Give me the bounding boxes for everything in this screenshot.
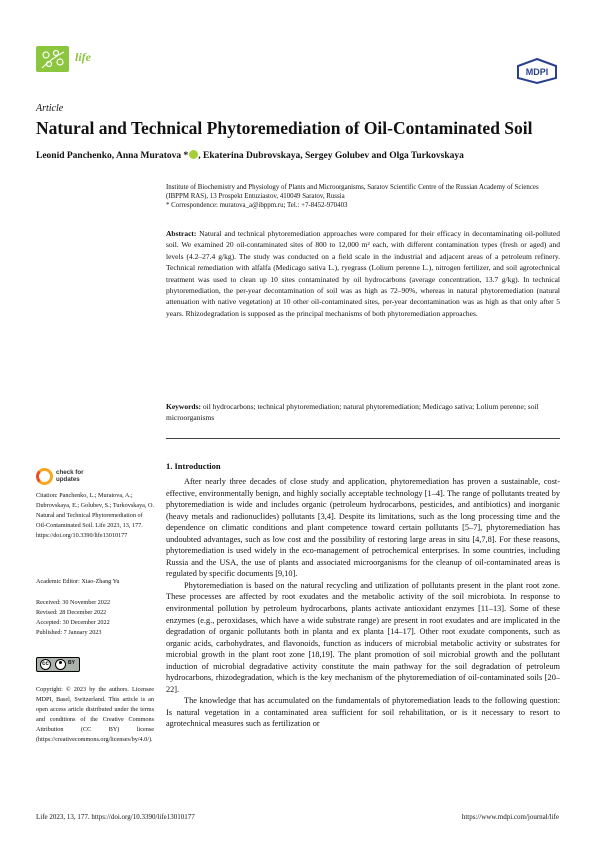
journal-name: life: [75, 50, 91, 64]
footer-citation: Life 2023, 13, 177. https://doi.org/10.3390/life13010177: [36, 813, 195, 821]
introduction-body: [166, 476, 560, 730]
divider: [166, 438, 560, 439]
keywords-label: Keywords:: [166, 402, 201, 411]
article-title: Natural and Technical Phytoremediation of Oil-Contaminated Soil: [36, 118, 533, 138]
copyright: Copyright: © 2023 by the authors. Licensee MDPI, Basel, Switzerland. This article is an open access article distributed under the terms and conditions of the Creative Commons Attribution (CC BY) license (https://creativecommons.org/licenses/by/4.0/).: [36, 686, 154, 743]
correspondence: * Correspondence: muratova_a@ibppm.ru; Tel.: +7-8452-970403: [166, 202, 348, 210]
person-icon: [55, 659, 66, 670]
keywords-text: oil hydrocarbons; technical phytoremediation; natural phytoremediation; Medicago sativa; Lolium perenne; soil microorganisms: [166, 402, 539, 423]
journal-logo: [36, 46, 104, 72]
abstract: [166, 228, 560, 319]
paragraph: The knowledge that has accumulated on the fundamentals of phytoremediation leads to the following question: Is natural vegetation in a contaminated area sufficient for soil rehabilitation, or is it necessary to resort to agrotechnical measures such as fertilization or: [166, 696, 560, 729]
published-date: Published: 7 January 2023: [36, 629, 102, 636]
check-updates-line-1: check for: [56, 469, 84, 476]
check-for-updates-button[interactable]: [36, 468, 96, 490]
citation: Citation: Panchenko, L.; Muratova, A.; Dubrovskaya, E.; Golubev, S.; Turkovskaya, O. Natural and Technical Phytoremediation of Oil-Contaminated Soil. Life 2023, 13, 177. https://doi.org/10.3390/life13010177: [36, 492, 155, 539]
dates: [36, 598, 154, 638]
author-list: [36, 150, 464, 161]
paragraph: After nearly three decades of close study and application, phytoremediation has proven a sustainable, cost-effective, environmentally benign, and highly socially acceptable technology [1–4]. The range of pollutants treated by phytoremediation is wide and includes organic (petroleum hydrocarbons, pesticides, and antibiotics) and inorganic (heavy metals and radionuclides) pollutants [3,4]. Despite its limitations, such as the long processing time and the dependence on climatic conditions and plant competence toward certain pollutants [5–7], phytoremediation has undoubted advantages, such as low cost and the possibility of restoring large areas in situ [4,7,8]. For these reasons, phytoremediation is used widely in the eco-management of petrochemical enterprises. In some countries, including Russia and the USA, the use of plants and associated microorganisms for the cleanup of oil-contaminated areas is regulated by specific documents [9,10].: [166, 477, 560, 579]
affiliation-block: [166, 183, 560, 211]
leaf-icon: [36, 46, 69, 72]
received-date: Received: 30 November 2022: [36, 599, 111, 606]
revised-date: Revised: 28 December 2022: [36, 609, 107, 616]
academic-editor: Academic Editor: Xiao-Zhang Yu: [36, 578, 120, 585]
article-type: Article: [36, 103, 64, 114]
check-updates-line-2: updates: [56, 476, 80, 483]
authors-part-2: , Ekaterina Dubrovskaya, Sergey Golubev and Olga Turkovskaya: [198, 151, 464, 161]
affiliation: Institute of Biochemistry and Physiology of Plants and Microorganisms, Saratov Scientific Centre of the Russian Academy of Sciences (IBPPM RAS), 13 Prospekt Entuziastov, 410049 Saratov, Russia: [166, 184, 539, 201]
publisher-name: MDPI: [525, 67, 549, 77]
abstract-label: Abstract:: [166, 229, 197, 238]
accepted-date: Accepted: 30 December 2022: [36, 619, 110, 626]
keywords: [166, 401, 560, 424]
paragraph: Phytoremediation is based on the natural recycling and utilization of pollutants present in the plant root zone. These processes are affected by root exudates and the metabolic activity of the soil microbiota. In response to environmental pollution by petroleum hydrocarbons, plants activate antioxidant enzymes [11–13]. Some of these enzymes (e.g., peroxidases, which have a wide substrate range) are present in root exudates and are implicated in the degradation of organic pollutants both in planta and ex planta [14–17]. Other root exudate components, such as organic acids, carbohydrates, and flavonoids, function as inducers of microbial metabolic activity or substrates for microbial growth in the plant root zone [18,19]. The plant promotion of soil microbial growth and the pollutant induction of microbial degradative activity constitute the main pathway for the soil degradation of petroleum hydrocarbons, rhizodegradation, which is the key mechanism of the phytoremediation of oil-contaminated soils [20–22].: [166, 580, 560, 694]
cc-by-label: BY: [68, 660, 75, 666]
abstract-text: Natural and technical phytoremediation approaches were compared for their efficacy in decontaminating oil-polluted soil. We examined 20 oil-contaminated sites of 800 to 12,000 m² each, with different contamination types (fresh or aged) and levels (4.2–27.4 g/kg). The study was conducted on a field scale in the industrial and adjacent areas of a petroleum refinery. Technical remediation with alfalfa (Medicago sativa L.), ryegrass (Lolium perenne L.), nitrogen fertilizer, and soil agrotechnical treatment was used to clean up 10 sites contaminated by oil hydrocarbons (average concentration, 13.7 g/kg). In technical phytoremediation, the per-year decontamination of soil was as high as 72–90%, whereas in natural phytoremediation (natural attenuation with native vegetation) at 10 other oil-contaminated sites, per-year decontamination was as high as that only after 5 years. Rhizodegradation is supposed as the principal mechanisms of both phytoremediation approaches.: [166, 229, 560, 318]
footer-journal-link[interactable]: https://www.mdpi.com/journal/life: [461, 813, 559, 821]
orcid-icon[interactable]: [189, 150, 198, 159]
authors-part-1: Leonid Panchenko, Anna Muratova *: [36, 151, 189, 161]
cc-icon: cc: [40, 659, 51, 670]
section-heading: 1. Introduction: [166, 461, 221, 471]
cc-license-badge[interactable]: [36, 657, 80, 672]
mdpi-logo: [516, 58, 558, 84]
update-check-icon: [36, 468, 53, 485]
